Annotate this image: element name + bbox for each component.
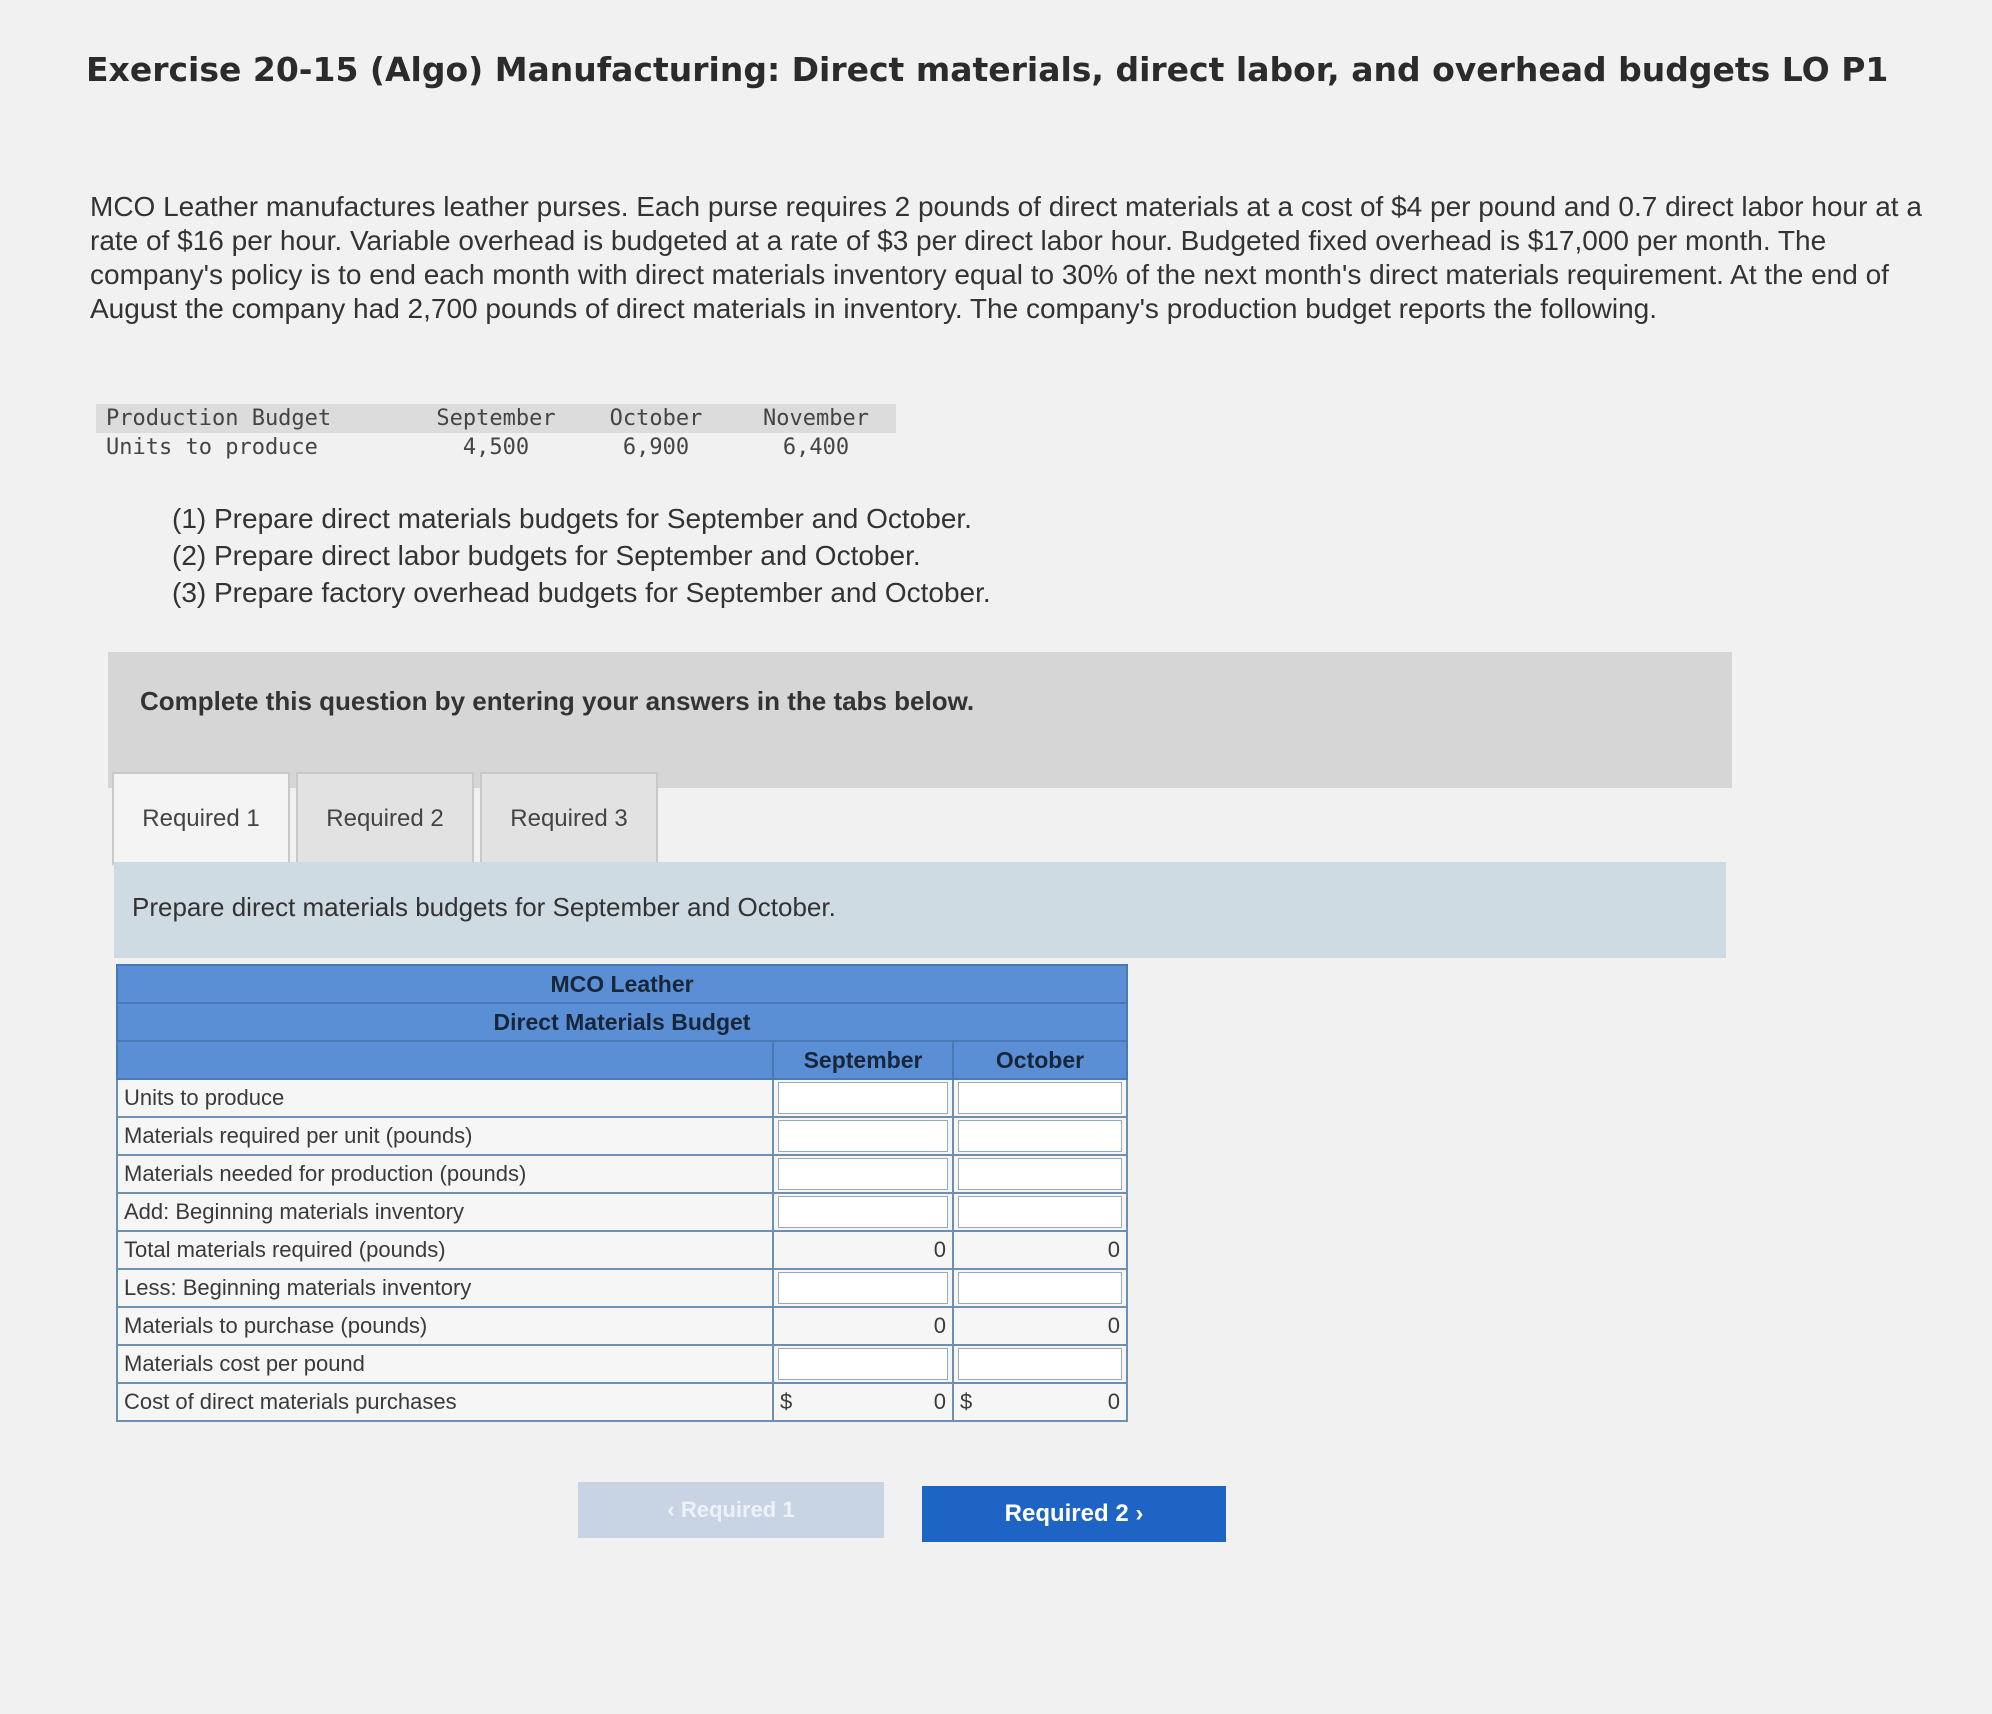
month-header-october: October	[576, 404, 736, 433]
budget-header-blank	[117, 1041, 773, 1079]
less-inventory-october-input[interactable]	[958, 1272, 1122, 1304]
row-label-materials-to-purchase: Materials to purchase (pounds)	[117, 1307, 773, 1345]
materials-per-unit-september-input[interactable]	[778, 1120, 948, 1152]
row-label-materials-per-unit: Materials required per unit (pounds)	[117, 1117, 773, 1155]
row-label-add-beginning-inventory: Add: Beginning materials inventory	[117, 1193, 773, 1231]
dollar-sign: $	[780, 1389, 793, 1414]
less-inventory-september-input[interactable]	[778, 1272, 948, 1304]
requirement-3: (3) Prepare factory overhead budgets for September and October.	[172, 577, 991, 608]
table-row	[117, 1117, 1127, 1155]
add-inventory-october-input[interactable]	[958, 1196, 1122, 1228]
direct-materials-budget-table	[116, 964, 1128, 1422]
add-inventory-september-input[interactable]	[778, 1196, 948, 1228]
cost-of-purchases-september-value: 0	[933, 1389, 946, 1414]
budget-company-name: MCO Leather	[117, 965, 1127, 1003]
prompt-text: Prepare direct materials budgets for September and October.	[132, 892, 836, 922]
materials-needed-october-input[interactable]	[958, 1158, 1122, 1190]
exercise-title: Exercise 20-15 (Algo) Manufacturing: Direct materials, direct labor, and overhead budgets LO P1	[86, 50, 1889, 89]
requirement-2: (2) Prepare direct labor budgets for September and October.	[172, 540, 921, 571]
units-october: 6,900	[622, 435, 690, 460]
row-label-cost-of-purchases: Cost of direct materials purchases	[117, 1383, 773, 1421]
table-row	[117, 1079, 1127, 1117]
units-to-produce-october-input[interactable]	[958, 1082, 1122, 1114]
materials-needed-september-input[interactable]	[778, 1158, 948, 1190]
requirements-list	[172, 500, 991, 611]
cost-of-purchases-october-value: 0	[1107, 1389, 1121, 1414]
total-materials-october-value: 0	[953, 1231, 1127, 1269]
units-september: 4,500	[462, 435, 530, 460]
dollar-sign: $	[960, 1389, 973, 1414]
next-required-button[interactable]: Required 2 ›	[922, 1486, 1226, 1542]
cost-per-pound-october-input[interactable]	[958, 1348, 1122, 1380]
tab-required-2[interactable]: Required 2	[296, 772, 474, 866]
prompt-bar	[114, 862, 1726, 958]
units-november: 6,400	[782, 435, 850, 460]
table-row	[117, 1193, 1127, 1231]
row-label-materials-needed: Materials needed for production (pounds)	[117, 1155, 773, 1193]
materials-to-purchase-october-value: 0	[953, 1307, 1127, 1345]
production-budget-header: Production Budget	[96, 404, 416, 433]
requirement-1: (1) Prepare direct materials budgets for September and October.	[172, 503, 972, 534]
materials-to-purchase-september-value: 0	[773, 1307, 953, 1345]
units-to-produce-september-input[interactable]	[778, 1082, 948, 1114]
table-row	[117, 1383, 1127, 1421]
requirement-tabs	[112, 772, 658, 866]
cost-of-purchases-september	[773, 1383, 953, 1421]
table-row	[117, 1155, 1127, 1193]
previous-required-button[interactable]: ‹ Required 1	[578, 1482, 884, 1538]
row-label-units-to-produce: Units to produce	[117, 1079, 773, 1117]
month-header-november: November	[736, 404, 896, 433]
budget-title: Direct Materials Budget	[117, 1003, 1127, 1041]
units-to-produce-label: Units to produce	[106, 435, 318, 460]
table-row	[117, 1269, 1127, 1307]
column-header-september: September	[773, 1041, 953, 1079]
row-label-less-beginning-inventory: Less: Beginning materials inventory	[117, 1269, 773, 1307]
total-materials-september-value: 0	[773, 1231, 953, 1269]
tab-required-3[interactable]: Required 3	[480, 772, 658, 866]
row-label-total-materials-required: Total materials required (pounds)	[117, 1231, 773, 1269]
cost-per-pound-september-input[interactable]	[778, 1348, 948, 1380]
table-row	[117, 1307, 1127, 1345]
materials-per-unit-october-input[interactable]	[958, 1120, 1122, 1152]
row-label-cost-per-pound: Materials cost per pound	[117, 1345, 773, 1383]
instruction-text: Complete this question by entering your answers in the tabs below.	[140, 686, 975, 716]
cost-of-purchases-october	[953, 1383, 1127, 1421]
production-budget-table	[96, 404, 896, 462]
problem-description: MCO Leather manufactures leather purses. Each purse requires 2 pounds of direct materials at a cost of $4 per pound and 0.7 direct labor hour at a rate of $16 per hour. Variable overhead is budgeted at a rate of $3 per direct labor hour. Budgeted fixed overhead is $17,000 per month. The company's policy is to end each month with direct materials inventory equal to 30% of the next month's direct materials requirement. At the end of August the company had 2,700 pounds of direct materials in inventory. The company's production budget reports the following.	[90, 191, 1922, 324]
table-row	[117, 1231, 1127, 1269]
table-row	[117, 1345, 1127, 1383]
tab-required-1[interactable]: Required 1	[112, 772, 290, 866]
instruction-bar	[108, 652, 1732, 788]
column-header-october: October	[953, 1041, 1127, 1079]
month-header-september: September	[416, 404, 576, 433]
